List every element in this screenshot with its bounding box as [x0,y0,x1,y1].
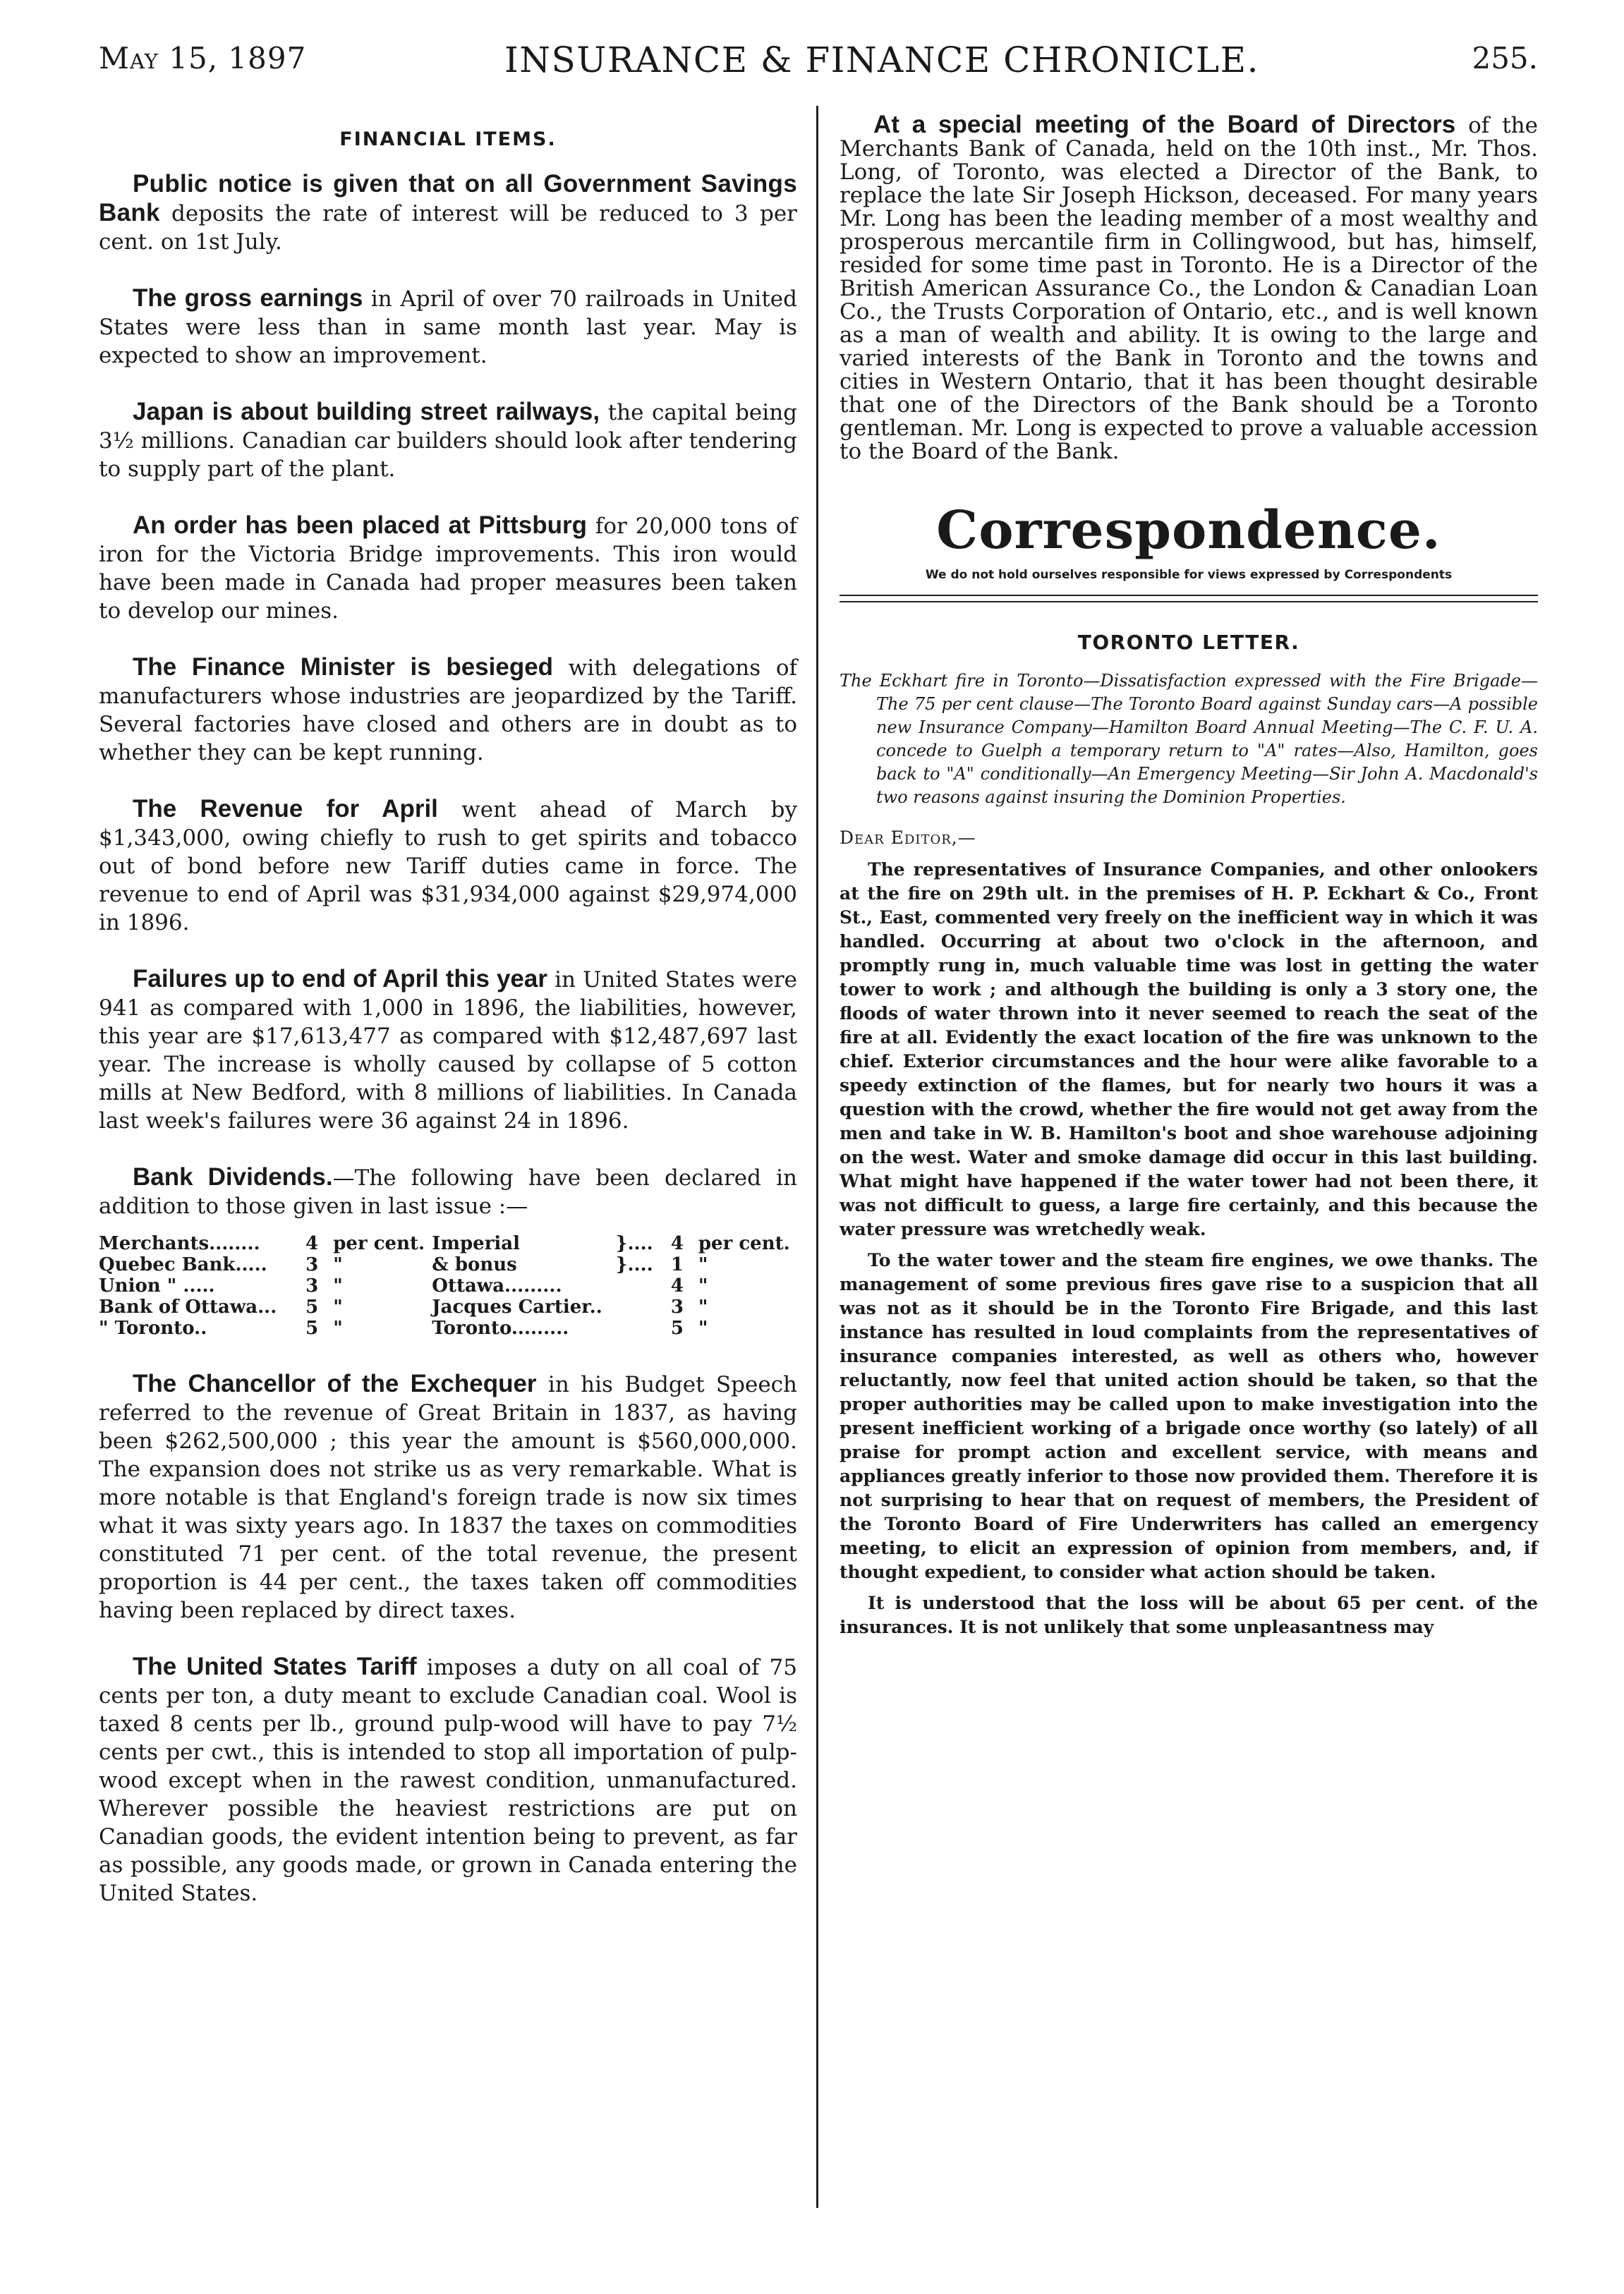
item-revenue-april [99,795,797,937]
item-savings-bank [99,170,797,256]
item-lead: Bank Dividends. [133,1163,333,1191]
item-body: in United States were 941 as compared with 1,000 in 1896, the liabilities, however, this year are $17,613,477 as compared with $12,487,697 last year. The increase is wholly caused by collapse of 5 cotton mills at New Bedford, with 8 millions of liabilities. In Canada last week's failures were 36 against 24 in 1896. [99,967,797,1134]
bank-name: Quebec Bank..... [99,1254,267,1275]
item-body: went ahead of March by $1,343,000, owing chiefly to rush to get spirits and tobacco out of bond before new Tariff duties came in force. The revenue to end of April was $31,934,000 against $29,974,000 in 1896. [99,797,798,935]
item-lead: The gross earnings [133,284,363,312]
table-row [99,1233,797,1254]
unit: " [698,1318,708,1339]
bank-name: & bonus [432,1254,517,1275]
letter-title: TORONTO LETTER. [1077,631,1300,654]
unit: " [698,1297,708,1318]
item-body: in April of over 70 railroads in United States were less than in same month last year. May is expected to show an improvement. [99,286,797,368]
bank-name: Jacques Cartier.. [432,1297,602,1318]
table-row [99,1318,797,1339]
item-pittsburg-order [99,511,797,625]
item-lead: The Chancellor of the Exchequer [133,1370,537,1397]
item-lead: Public notice is given that on all Government Savings Bank [99,170,797,226]
letter-paragraph: The representatives of Insurance Companies, and other onlookers at the fire on 29th ult. in the premises of H. P. Eckhart & Co., Front St., East, commented very freely on the inefficient way in which it was handled. Occurring at about two o'clock in the afternoon, and promptly rung in, much valuable time was lost in getting the water tower to work ; and although the building is only a 3 story one, the floods of water thrown into it never seemed to reach the seat of the fire at all. Evidently the exact location of the fire was unknown to the chief. Exterior circumstances and the hour were alike favorable to a speedy extinction of the flames, but for nearly two hours it was a question with the crowd, whether the fire would not get away from the men and take in W. B. Hamilton's boot and shoe warehouse adjoining on the west. Water and smoke damage did occur in this last building. What might have happened if the water tower had not been there, it was not difficult to guess, a large fire certainly, and this because the water pressure was wretchedly weak. [840,859,1538,1239]
bank-name: Union " ..... [99,1275,215,1297]
item-lead: At a special meeting of the Board of Directors [873,111,1456,138]
item-finance-minister [99,653,797,767]
unit: " [698,1275,708,1297]
salutation: Dear Editor,— [840,827,976,848]
rate: 4 [305,1233,319,1254]
page-number: 255. [1472,41,1538,75]
bank-name: Imperial [432,1233,520,1254]
rate: 3 [670,1297,684,1318]
item-gross-earnings [99,284,797,370]
rate: 3 [305,1254,319,1275]
rate: 3 [305,1275,319,1297]
item-lead: The Finance Minister is besieged [133,653,554,681]
item-lead: The United States Tariff [133,1653,417,1680]
unit: " [333,1275,343,1297]
item-body: in his Budget Speech referred to the revenue of Great Britain in 1837, as having been $262,500,000 ; this year the amount is $560,000,000. The expansion does not strike us as very remarkable. What is more notable is that England's foreign trade is now six times what it was sixty years ago. In 1837 the taxes on commodities constituted 71 per cent. of the total revenue, the present proportion is 44 per cent., the taxes taken off commodities having been replaced by direct taxes. [99,1372,798,1623]
item-chancellor [99,1370,797,1625]
item-body: imposes a duty on all coal of 75 cents per ton, a duty meant to exclude Canadian coal. Wool is taxed 8 cents per lb., ground pulp-wood will have to pay 7½ cents per cwt., this is intended to stop all importation of pulp-wood except when in the rawest condition, unmanufactured. Wherever possible the heaviest restrictions are put on Canadian goods, the evident intention being to prevent, as far as possible, any goods made, or grown in Canada entering the United States. [99,1655,797,1906]
correspondence-disclaimer: We do not hold ourselves responsible for views expressed by Correspondents [925,568,1453,582]
item-lead: Japan is about building street railways, [133,398,600,425]
unit: per cent. [333,1233,425,1254]
table-row [99,1297,797,1318]
item-lead: An order has been placed at Pittsburg [133,511,588,539]
unit: per cent. [698,1233,790,1254]
bank-name: " Toronto.. [99,1318,207,1339]
bank-name: Toronto......... [432,1318,569,1339]
item-special-meeting [840,113,1538,463]
item-body: —The following have been declared in addition to those given in last issue :— [99,1165,798,1219]
brace [616,1275,656,1297]
column-divider [816,106,818,2208]
letter-synopsis: The Eckhart fire in Toronto—Dissatisfaction expressed with the Fire Brigade—The 75 per cent clause—The Toronto Board against Sunday cars—A possible new Insurance Company—Hamilton Board Annual Meeting—The C. F. U. A. concede to Guelph a temporary return to "A" rates—Also, Hamilton, goes back to "A" conditionally—An Emergency Meeting—Sir John A. Macdonald's two reasons against insuring the Dominion Properties. [840,671,1538,807]
right-column [840,113,1538,1646]
item-body: for 20,000 tons of iron for the Victoria Bridge improvements. This iron would have been made in Canada had proper measures been taken to develop our mines. [99,514,797,624]
issue-date: May 15, 1897 [99,41,307,75]
rate: 5 [670,1318,684,1339]
item-japan-railways [99,398,797,483]
brace: }.... [615,1254,653,1275]
letter-paragraph: To the water tower and the steam fire engines, we owe thanks. The management of some previous fires gave rise to a suspicion that all was not as it should be in the Toronto Fire Brigade, and this last instance has resulted in loud complaints from the representatives of insurance companies interested, as well as others who, however reluctantly, now feel that united action should be taken, so that the proper authorities may be called upon to make investigation into the present inefficient working of a brigade once worthy (so lately) of all praise for prompt action and excellent service, with means and appliances greatly inferior to those now provided them. Therefore it is not surprising to hear that on request of members, the President of the Toronto Board of Fire Underwriters has called an emergency meeting, to elicit an expression of opinion from members, and, if thought expedient, to consider what action should be taken. [840,1250,1538,1582]
item-body: of the Merchants Bank of Canada, held on the 10th inst., Mr. Thos. Long, of Toronto, was elected a Director of the Bank, to replace the late Sir Joseph Hickson, deceased. For many years Mr. Long has been the leading member of a most wealthy and prosperous mercantile firm in Collingwood, but has, himself, resided for some time past in Toronto. He is a Director of the British American Assurance Co., the London & Canadian Loan Co., the Trusts Corporation of Ontario, etc., and is well known as a man of wealth and ability. It is owing to the large and varied interests of the Bank in Toronto and the towns and cities in Western Ontario, that it has been thought desirable that one of the Directors of the Bank should be a Toronto gentleman. Mr. Long is expected to prove a valuable accession to the Board of the Bank. [840,113,1538,464]
left-column [99,113,797,1936]
item-body: the capital being 3½ millions. Canadian car builders should look after tendering to supply part of the plant. [99,400,797,482]
bank-name: Ottawa......... [432,1275,562,1297]
item-lead: The Revenue for April [133,795,438,823]
unit: " [698,1254,708,1275]
section-title-financial-items: FINANCIAL ITEMS. [339,128,557,150]
unit: " [333,1318,343,1339]
correspondence-heading: Correspondence. [936,500,1441,561]
table-row [99,1275,797,1297]
rate: 4 [670,1275,684,1297]
rate: 1 [670,1254,684,1275]
brace [616,1297,656,1318]
item-us-tariff [99,1653,797,1907]
letter-paragraph: It is understood that the loss will be about 65 per cent. of the insurances. It is not unlikely that some unpleasantness may [840,1593,1538,1637]
brace [616,1318,656,1339]
brace: }.... [615,1233,653,1254]
double-rule [840,595,1538,602]
publication-title: INSURANCE & FINANCE CHRONICLE. [504,40,1259,80]
unit: " [333,1297,343,1318]
item-failures [99,965,797,1135]
bank-name: Bank of Ottawa... [99,1297,277,1318]
rate: 5 [305,1297,319,1318]
rate: 4 [670,1233,684,1254]
item-bank-dividends [99,1163,797,1220]
rate: 5 [305,1318,319,1339]
item-body: with delegations of manufacturers whose industries are jeopardized by the Tariff. Several factories have closed and others are in doubt as to whether they can be kept running. [99,655,797,765]
item-body: deposits the rate of interest will be reduced to 3 per cent. on 1st July. [99,201,797,255]
table-row [99,1254,797,1275]
unit: " [333,1254,343,1275]
running-head [99,41,1538,86]
item-lead: Failures up to end of April this year [133,965,547,993]
dividends-table [99,1233,797,1339]
bank-name: Merchants........ [99,1233,260,1254]
